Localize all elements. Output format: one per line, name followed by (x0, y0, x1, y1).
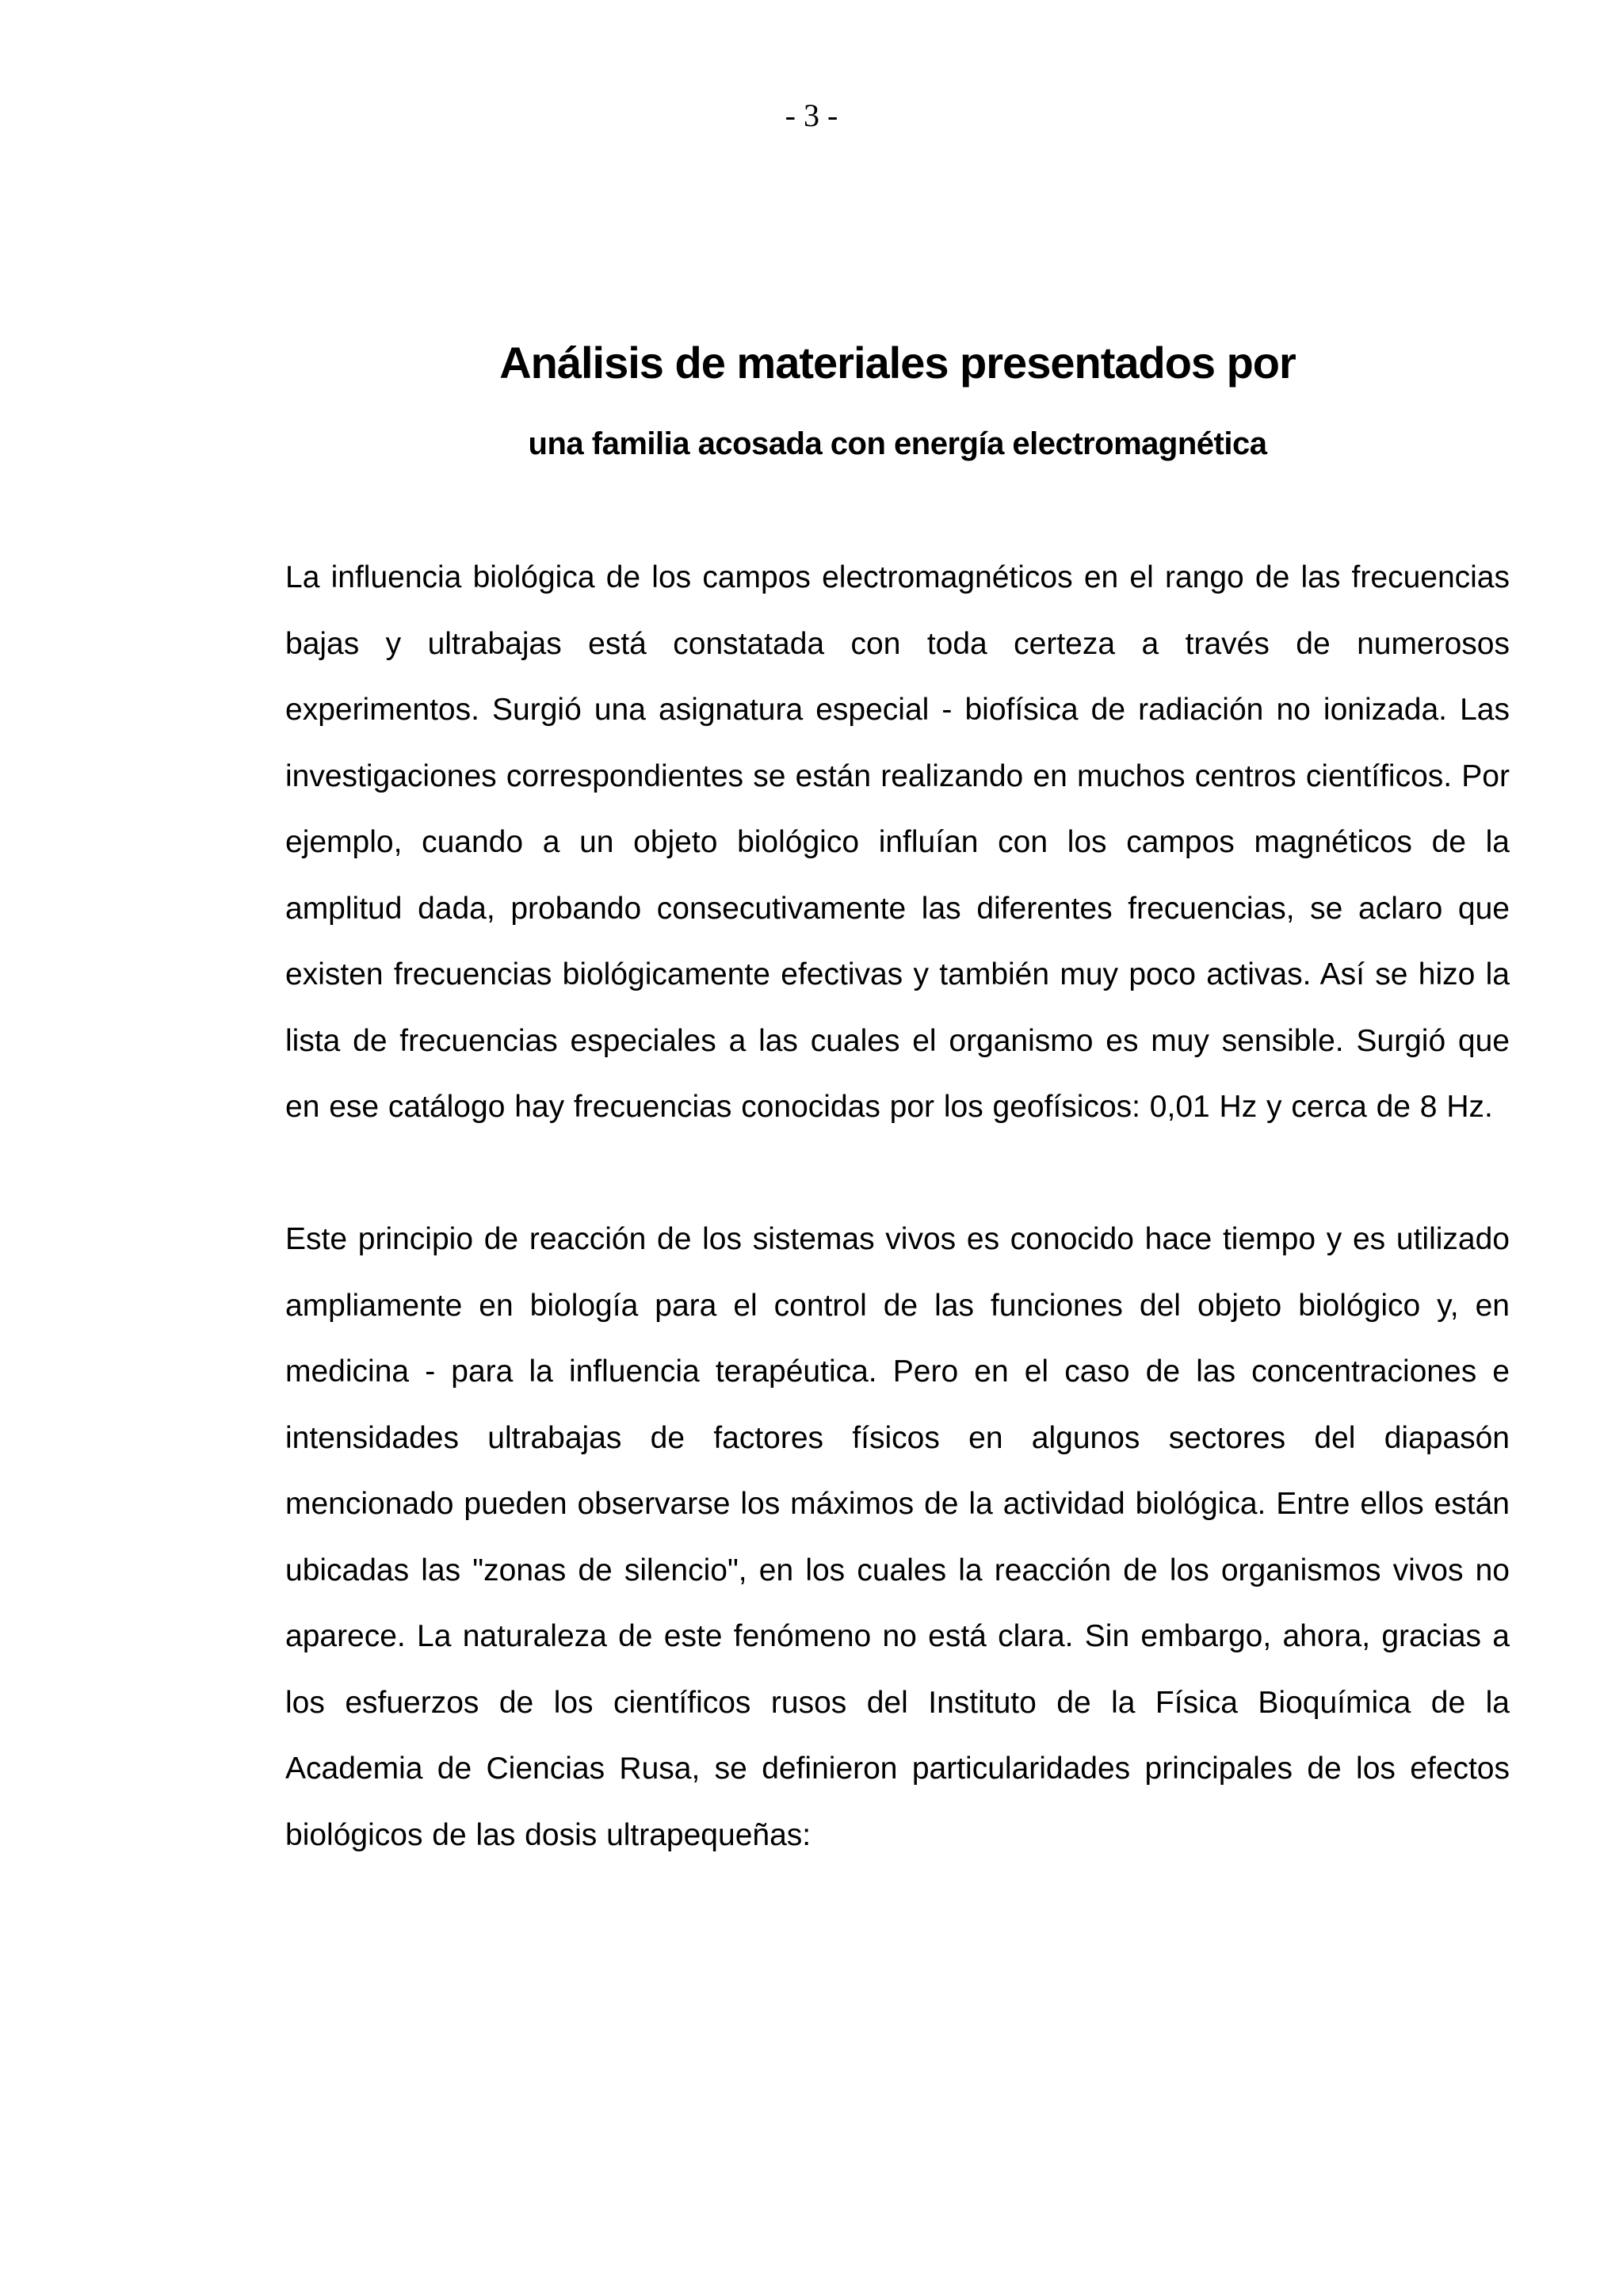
body-paragraph: Este principio de reacción de los sistemas vivos es conocido hace tiempo y es utilizado ampliamente en biología para el control de las funciones del objeto biológico y, en medicina - para la influencia terapéutica. Pero en el caso de las concentraciones e intensidades ultrabajas de factores físicos en algunos sectores del diapasón mencionado pueden observarse los máximos de la actividad biológica. Entre ellos están ubicadas las "zonas de silencio", en los cuales la reacción de los organismos vivos no aparece. La naturaleza de este fenómeno no está clara. Sin embargo, ahora, gracias a los esfuerzos de los científicos rusos del Instituto de la Física Bioquímica de la Academia de Ciencias Rusa, se definieron particularidades principales de los efectos biológicos de las dosis ultrapequeñas: (285, 1222, 1510, 1852)
page-number: - 3 - (785, 97, 838, 133)
body-paragraph: La influencia biológica de los campos electromagnéticos en el rango de las frecuencias bajas y ultrabajas está constatada con toda certeza a través de numerosos experimentos. Surgió una asignatura especial - biofísica de radiación no ionizada. Las investigaciones correspondientes se están realizando en muchos centros científicos. Por ejemplo, cuando a un objeto biológico influían con los campos magnéticos de la amplitud dada, probando consecutivamente las diferentes frecuencias, se aclaro que existen frecuencias biológicamente efectivas y también muy poco activas. Así se hizo la lista de frecuencias especiales a las cuales el organismo es muy sensible. Surgió que en ese catálogo hay frecuencias conocidas por los geofísicos: 0,01 Hz y cerca de 8 Hz. (285, 560, 1510, 1124)
document-subtitle: una familia acosada con energía electromagnética (528, 426, 1267, 461)
document-title: Análisis de materiales presentados por (499, 338, 1296, 388)
